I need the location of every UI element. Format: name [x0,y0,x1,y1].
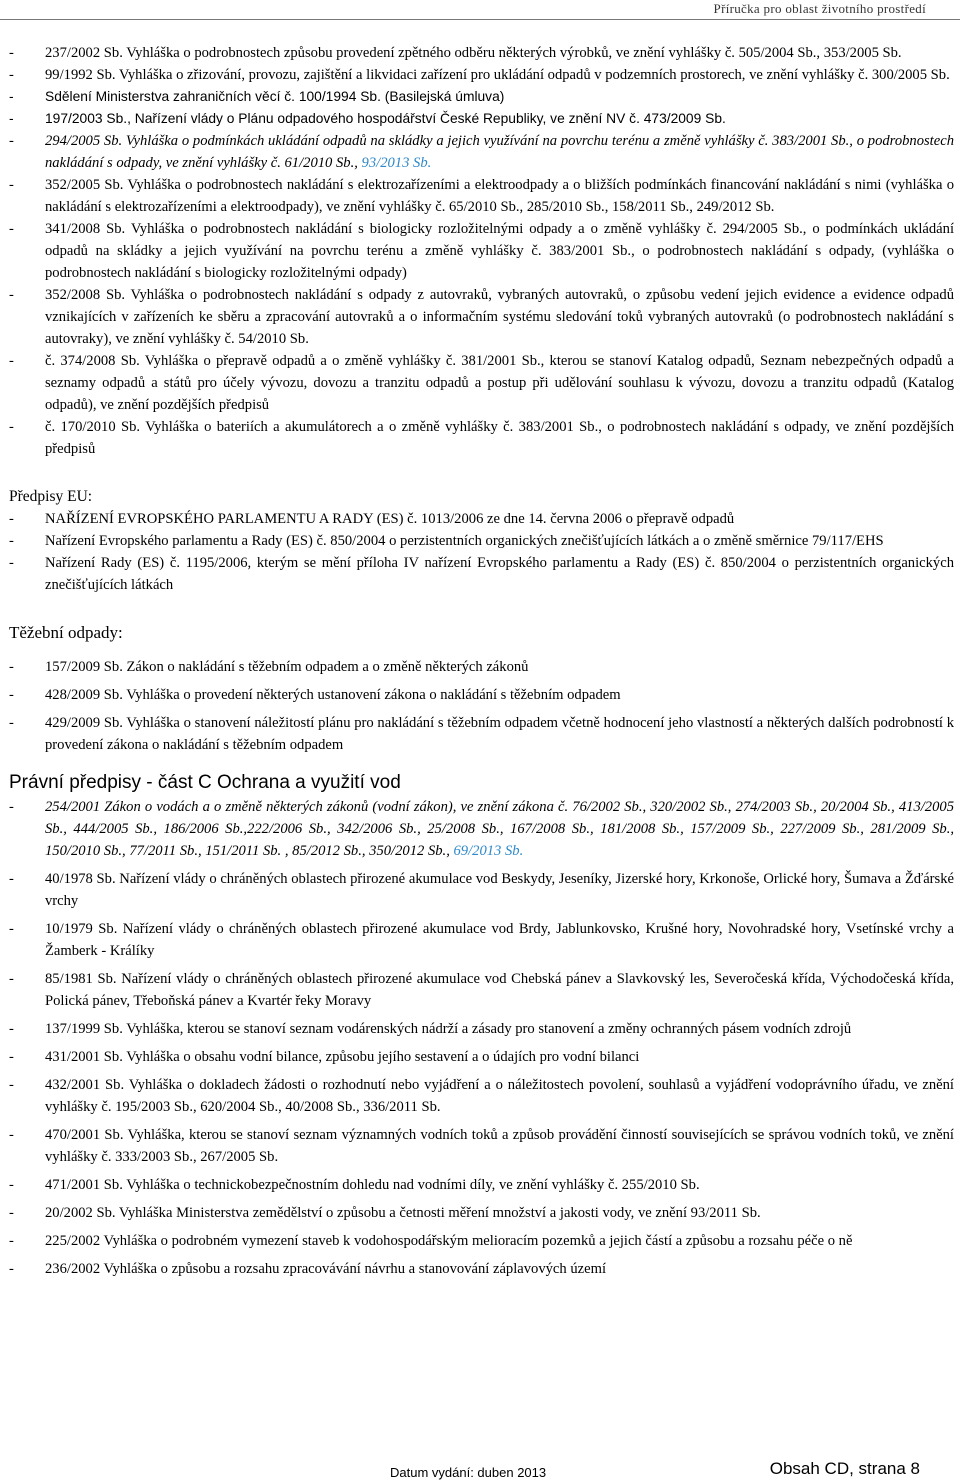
list-item: - 225/2002 Vyhláška o podrobném vymezení staveb k vodohospodářským melioracím pozemků a jejich částí a způsobu a rozsahu péče o ně [0,1230,954,1252]
list-item: - 428/2009 Sb. Vyhláška o provedení některých ustanovení zákona o nakládání s těžebním odpadem [0,684,954,706]
document-body [0,42,954,1280]
list-item: - 470/2001 Sb. Vyhláška, kterou se stanoví seznam významných vodních toků a způsob provádění činností souvisejících se správou vodních toků, ve znění vyhlášky č. 333/2003 Sb., 267/2005 Sb. [0,1124,954,1168]
list-item: - 432/2001 Sb. Vyhláška o dokladech žádosti o rozhodnutí nebo vyjádření a o náležitostech povolení, souhlasů a vyjádření vodoprávního úřadu, ve znění vyhlášky č. 195/2003 Sb., 620/2004 Sb., 40/2008 Sb., 336/2011 Sb. [0,1074,954,1118]
eu-regulations-list [0,508,954,596]
water-section-title: Právní předpisy - část C Ochrana a využití vod [9,772,401,793]
list-item: - 197/2003 Sb., Nařízení vlády o Plánu odpadového hospodářství České Republiky, ve znění NV č. 473/2009 Sb. [0,108,954,130]
list-item: - 20/2002 Sb. Vyhláška Ministerstva zemědělství o způsobu a četnosti měření množství a jakosti vody, ve znění 93/2011 Sb. [0,1202,954,1224]
list-item: - 429/2009 Sb. Vyhláška o stanovení náležitostí plánu pro nakládání s těžebním odpadem včetně hodnocení jeho vlastností a některých dalších podrobností k provedení zákona o nakládání s těžebním odpadem [0,712,954,756]
list-item: - 85/1981 Sb. Nařízení vlády o chráněných oblastech přirozené akumulace vod Chebská pánev a Slavkovský les, Severočeská křída, Východočeská křída, Polická pánev, Třeboňská pánev a Kvartér řeky Moravy [0,968,954,1012]
list-item: - 99/1992 Sb. Vyhláška o zřizování, provozu, zajištění a likvidaci zařízení pro ukládání odpadů v podzemních prostorech, ve znění vyhlášky č. 300/2005 Sb. [0,64,954,86]
list-item: - 157/2009 Sb. Zákon o nakládání s těžebním odpadem a o změně některých zákonů [0,656,954,678]
header-divider [0,19,960,20]
list-item: - Nařízení Rady (ES) č. 1195/2006, kterým se mění příloha IV nařízení Evropského parlamentu a Rady (ES) č. 850/2004 o perzistentních organických znečišťujících látkách [0,552,954,596]
list-item: - 431/2001 Sb. Vyhláška o obsahu vodní bilance, způsobu jejího sestavení a o údajích pro vodní bilanci [0,1046,954,1068]
list-item: - 352/2005 Sb. Vyhláška o podrobnostech nakládání s elektrozařízeními a elektroodpady a o bližších podmínkách financování nakládání s nimi (vyhláška o nakládání s elektrozařízeními a elektroodpady), ve znění vyhlášky č. 65/2010 Sb., 285/2010 Sb., 158/2011 Sb., 249/2012 Sb. [0,174,954,218]
mining-waste-heading: Těžební odpady: [9,623,123,642]
list-item: - 40/1978 Sb. Nařízení vlády o chráněných oblastech přirozené akumulace vod Beskydy, Jeseníky, Jizerské hory, Krkonoše, Orlické hory, Šumava a Žďárské vrchy [0,868,954,912]
list-item: - 236/2002 Vyhláška o způsobu a rozsahu zpracovávání návrhu a stanovování záplavových území [0,1258,954,1280]
list-item: - 137/1999 Sb. Vyhláška, kterou se stanoví seznam vodárenských nádrží a zásady pro stanovení a změny ochranných pásem vodních zdrojů [0,1018,954,1040]
eu-regulations-heading: Předpisy EU: [9,488,93,505]
amendment-link[interactable]: 69/2013 Sb. [453,843,524,859]
issue-date: Datum vydání: duben 2013 [390,1465,547,1480]
list-item [0,796,954,862]
mining-waste-list [0,656,954,756]
list-item: - 341/2008 Sb. Vyhláška o podrobnostech nakládání s biologicky rozložitelnými odpady a o změně vyhlášky č. 294/2005 Sb., o podmínkách ukládání odpadů na skládky a jejich využívání na povrchu terénu a změně vyhlášky č. 383/2001 Sb., o podrobnostech nakládání s odpady, (vyhláška o podrobnostech nakládání s biologicky rozložitelnými odpady) [0,218,954,284]
page-number: Obsah CD, strana 8 [769,1459,920,1478]
list-item: - 237/2002 Sb. Vyhláška o podrobnostech způsobu provedení zpětného odběru některých výrobků, ve znění vyhlášky č. 505/2004 Sb., 353/2005 Sb. [0,42,954,64]
water-regulations-list [0,796,954,1280]
item-text: 254/2001 Zákon o vodách a o změně některých zákonů (vodní zákon), ve znění zákona č. 76/2002 Sb., 320/2002 Sb., 274/2003 Sb., 20/2004 Sb., 413/2005 Sb., 444/2005 Sb., 186/2006 Sb.,222/2006 Sb., 342/2006 Sb., 25/2008 Sb., 167/2008 Sb., 181/2008 Sb., 157/2009 Sb., 227/2009 Sb., 281/2009 Sb., 150/2010 Sb., 77/2011 Sb., 151/2011 Sb. , 85/2012 Sb., 350/2012 Sb., [45,799,954,859]
amendment-link[interactable]: 93/2013 Sb. [361,155,432,171]
list-item: - č. 374/2008 Sb. Vyhláška o přepravě odpadů a o změně vyhlášky č. 381/2001 Sb., kterou se stanoví Katalog odpadů, Seznam nebezpečných odpadů a seznamy odpadů a států pro účely vývozu, dovozu a tranzitu odpadů a postup při udělování souhlasu k vývozu, dovozu a tranzitu odpadů (Katalog odpadů), ve znění pozdějších předpisů [0,350,954,416]
waste-regulations-list [0,42,954,460]
list-item: - Nařízení Evropského parlamentu a Rady (ES) č. 850/2004 o perzistentních organických znečišťujících látkách a o změně směrnice 79/117/EHS [0,530,954,552]
list-item: - 10/1979 Sb. Nařízení vlády o chráněných oblastech přirozené akumulace vod Brdy, Jablunkovsko, Krušné hory, Novohradské hory, Vsetínské vrchy a Žamberk - Králíky [0,918,954,962]
list-item [0,130,954,174]
list-item: - NAŘÍZENÍ EVROPSKÉHO PARLAMENTU A RADY (ES) č. 1013/2006 ze dne 14. června 2006 o přepravě odpadů [0,508,954,530]
list-item: - č. 170/2010 Sb. Vyhláška o bateriích a akumulátorech a o změně vyhlášky č. 383/2001 Sb., o podrobnostech nakládání s odpady, ve znění pozdějších předpisů [0,416,954,460]
list-item: - Sdělení Ministerstva zahraničních věcí č. 100/1994 Sb. (Basilejská úmluva) [0,86,954,108]
item-text: 294/2005 Sb. Vyhláška o podmínkách ukládání odpadů na skládky a jejich využívání na povrchu terénu a změně vyhlášky č. 383/2001 Sb., o podrobnostech nakládání s odpady, ve znění vyhlášky č. 61/2010 Sb., [45,133,954,171]
list-item: - 352/2008 Sb. Vyhláška o podrobnostech nakládání s odpady z autovraků, vybraných autovraků, o způsobu vedení jejich evidence a evidence odpadů vznikajících v zařízeních ke sběru a zpracování autovraků a o informačním systému sledování toků vybraných autovraků (o podrobnostech nakládání s autovraky), ve znění vyhlášky č. 54/2010 Sb. [0,284,954,350]
list-item: - 471/2001 Sb. Vyhláška o technickobezpečnostním dohledu nad vodními díly, ve znění vyhlášky č. 255/2010 Sb. [0,1174,954,1196]
running-header: Příručka pro oblast životního prostředí [713,1,926,16]
